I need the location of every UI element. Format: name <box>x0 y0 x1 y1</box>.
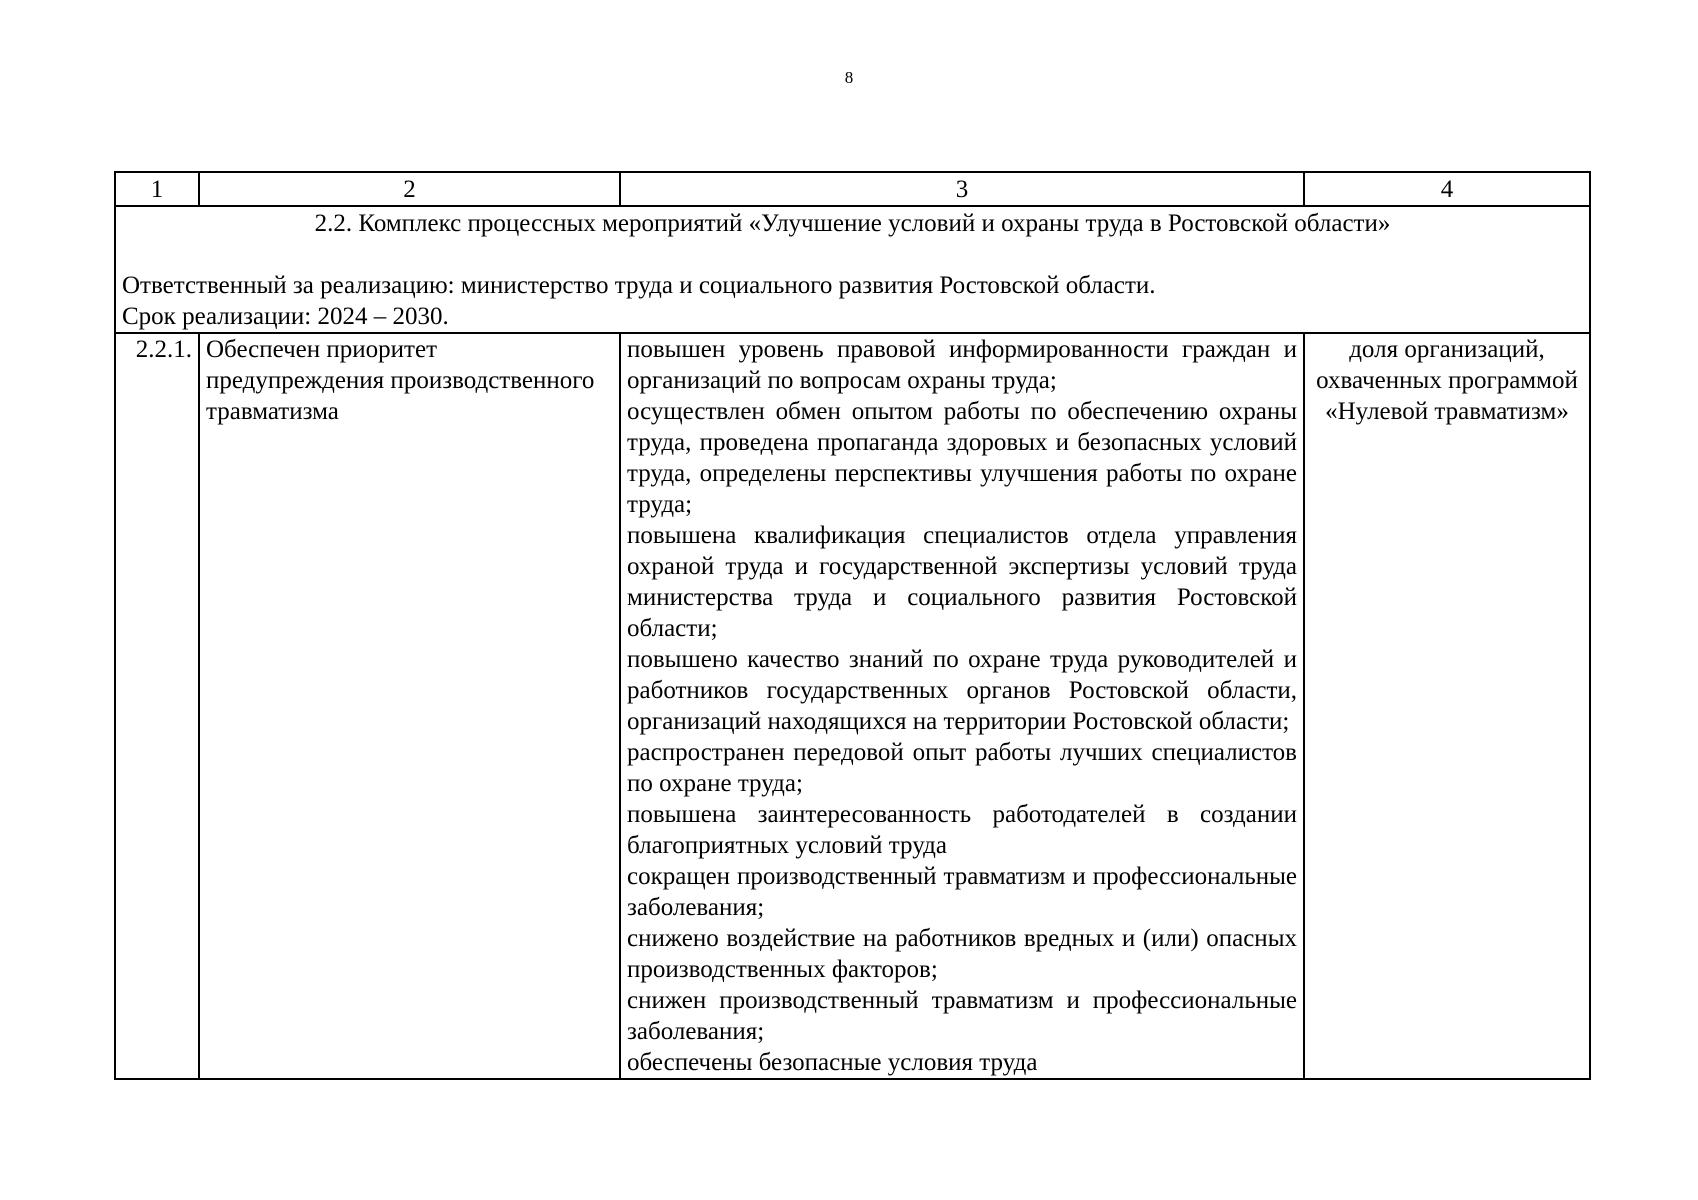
column-number-1: 1 <box>115 172 199 206</box>
column-number-3: 3 <box>620 172 1304 206</box>
result-item: повышена квалификация специалистов отдела управления охраной труда и государственной экспертизы условий труда министерства труда и социального развития Ростовской области; <box>627 522 1297 642</box>
result-item: снижен производственный травматизм и профессиональные заболевания; <box>627 987 1297 1045</box>
result-item: повышена заинтересованность работодателей в создании благоприятных условий труда <box>627 801 1297 859</box>
result-item: обеспечены безопасные условия труда <box>627 1049 1038 1076</box>
indicator-text: доля организаций, охваченных программой «Нулевой травматизм» <box>1316 336 1578 425</box>
section-cell <box>115 206 1590 333</box>
column-number-4: 4 <box>1304 172 1590 206</box>
page-number: 8 <box>844 68 854 87</box>
goal-text: Обеспечен приоритет предупреждения производственного травматизма <box>206 336 595 425</box>
section-row <box>115 206 1590 333</box>
result-item: снижено воздействие на работников вредных и (или) опасных производственных факторов; <box>627 925 1297 983</box>
table-row <box>115 333 1590 1079</box>
result-item: повышен уровень правовой информированности граждан и организаций по вопросам охраны труда; <box>627 336 1297 394</box>
column-number-2: 2 <box>199 172 620 206</box>
section-term: Срок реализации: 2024 – 2030. <box>122 303 449 330</box>
results-cell <box>620 333 1304 1079</box>
section-responsible: Ответственный за реализацию: министерство труда и социального развития Ростовской области. <box>122 272 1156 299</box>
result-item: сокращен производственный травматизм и профессиональные заболевания; <box>627 863 1297 921</box>
section-spacer <box>122 239 1583 270</box>
measures-table <box>114 171 1591 1080</box>
column-number-row <box>115 172 1590 206</box>
result-item: осуществлен обмен опытом работы по обеспечению охраны труда, проведена пропаганда здоровых и безопасных условий труда, определены перспективы улучшения работы по охране труда; <box>627 398 1297 518</box>
row-number: 2.2.1. <box>115 333 199 1079</box>
goal-cell <box>199 333 620 1079</box>
section-title: 2.2. Комплекс процессных мероприятий «Улучшение условий и охраны труда в Ростовской области» <box>314 210 1391 237</box>
indicator-cell <box>1304 333 1590 1079</box>
result-item: распространен передовой опыт работы лучших специалистов по охране труда; <box>627 739 1297 797</box>
result-item: повышено качество знаний по охране труда руководителей и работников государственных органов Ростовской области, организаций находящихся на территории Ростовской области; <box>627 646 1297 735</box>
